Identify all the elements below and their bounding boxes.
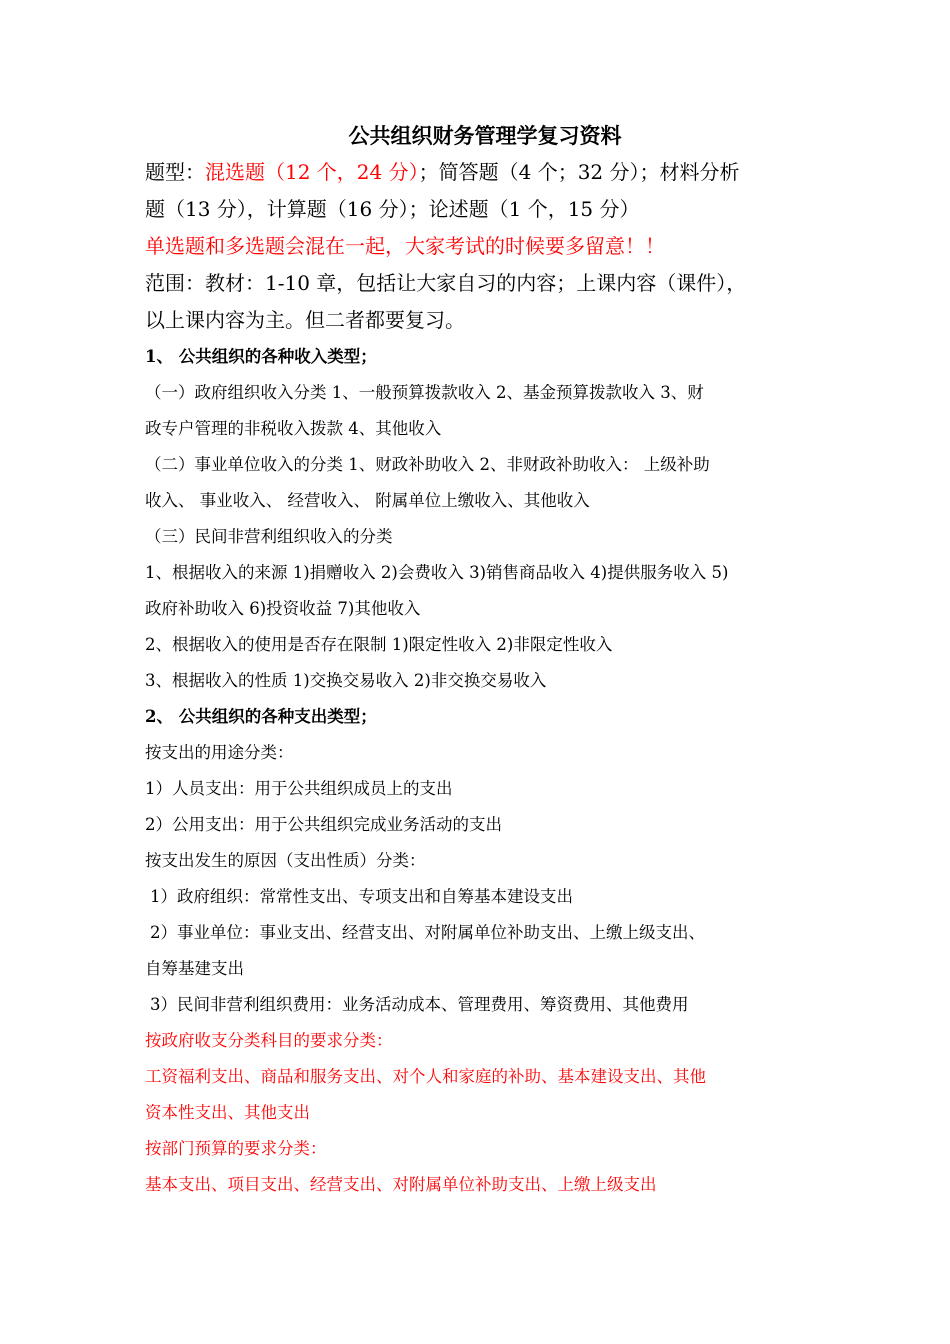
section-1-by-restriction: 2、根据收入的使用是否存在限制 1)限定性收入 2)非限定性收入	[145, 635, 613, 654]
section-2-by-purpose: 按支出的用途分类：	[145, 743, 294, 762]
section-2-by-dept-budget: 按部门预算的要求分类：	[145, 1139, 327, 1158]
section-2-nature-3: 3）民间非营利组织费用：业务活动成本、管理费用、筹资费用、其他费用	[150, 995, 689, 1014]
section-2-heading: 2、 公共组织的各种支出类型；	[145, 707, 377, 726]
section-2-gov-line-1: 工资福利支出、商品和服务支出、对个人和家庭的补助、基本建设支出、其他	[145, 1067, 706, 1086]
section-2-by-nature: 按支出发生的原因（支出性质）分类：	[145, 851, 426, 870]
section-2-nature-2-line-2: 自筹基建支出	[145, 959, 244, 978]
section-2-nature-1: 1）政府组织：常常性支出、专项支出和自筹基本建设支出	[150, 887, 573, 906]
section-1-inst-income-line-2: 收入、 事业收入、 经营收入、 附属单位上缴收入、其他收入	[145, 491, 590, 510]
section-2-nature-2-line-1: 2）事业单位：事业支出、经营支出、对附属单位补助支出、上缴上级支出、	[150, 923, 705, 942]
question-types-line-2: 题（13 分），计算题（16 分）；论述题（1 个，15 分）	[145, 197, 640, 221]
section-1-by-source-line-2: 政府补助收入 6)投资收益 7)其他收入	[145, 599, 421, 618]
question-types-line-1	[145, 154, 825, 191]
section-1-heading: 1、 公共组织的各种收入类型；	[145, 347, 377, 366]
section-1-by-source-line-1: 1、根据收入的来源 1)捐赠收入 2)会费收入 3)销售商品收入 4)提供服务收入 5)	[145, 563, 729, 582]
question-types-highlight: 混选题（12 个，24 分）	[205, 160, 419, 184]
question-types-rest: ；简答题（4 个；32 分）；材料分析	[418, 160, 740, 184]
section-1-by-nature: 3、根据收入的性质 1)交换交易收入 2)非交换交易收入	[145, 671, 547, 690]
section-1-inst-income-line-1: （二）事业单位收入的分类 1、财政补助收入 2、非财政补助收入： 上级补助	[145, 455, 710, 474]
document-title: 公共组织财务管理学复习资料	[348, 123, 622, 148]
section-2-gov-line-2: 资本性支出、其他支出	[145, 1103, 310, 1122]
section-2-purpose-2: 2）公用支出：用于公共组织完成业务活动的支出	[145, 815, 502, 834]
notice-line: 单选题和多选题会混在一起，大家考试的时候要多留意！！	[145, 234, 665, 258]
document-body	[145, 118, 825, 1203]
section-2-dept-line: 基本支出、项目支出、经营支出、对附属单位补助支出、上缴上级支出	[145, 1175, 657, 1194]
scope-line-1: 范围：教材：1-10 章，包括让大家自习的内容；上课内容（课件），	[145, 271, 747, 295]
section-2-purpose-1: 1）人员支出：用于公共组织成员上的支出	[145, 779, 453, 798]
scope-line-2: 以上课内容为主。但二者都要复习。	[145, 308, 465, 332]
question-types-label: 题型：	[145, 160, 205, 184]
section-1-npo-income-heading: （三）民间非营利组织收入的分类	[145, 527, 393, 546]
section-1-gov-income-line-1: （一）政府组织收入分类 1、一般预算拨款收入 2、基金预算拨款收入 3、财	[145, 383, 704, 402]
section-1-gov-income-line-2: 政专户管理的非税收入拨款 4、其他收入	[145, 419, 442, 438]
section-2-by-gov-subject: 按政府收支分类科目的要求分类：	[145, 1031, 393, 1050]
